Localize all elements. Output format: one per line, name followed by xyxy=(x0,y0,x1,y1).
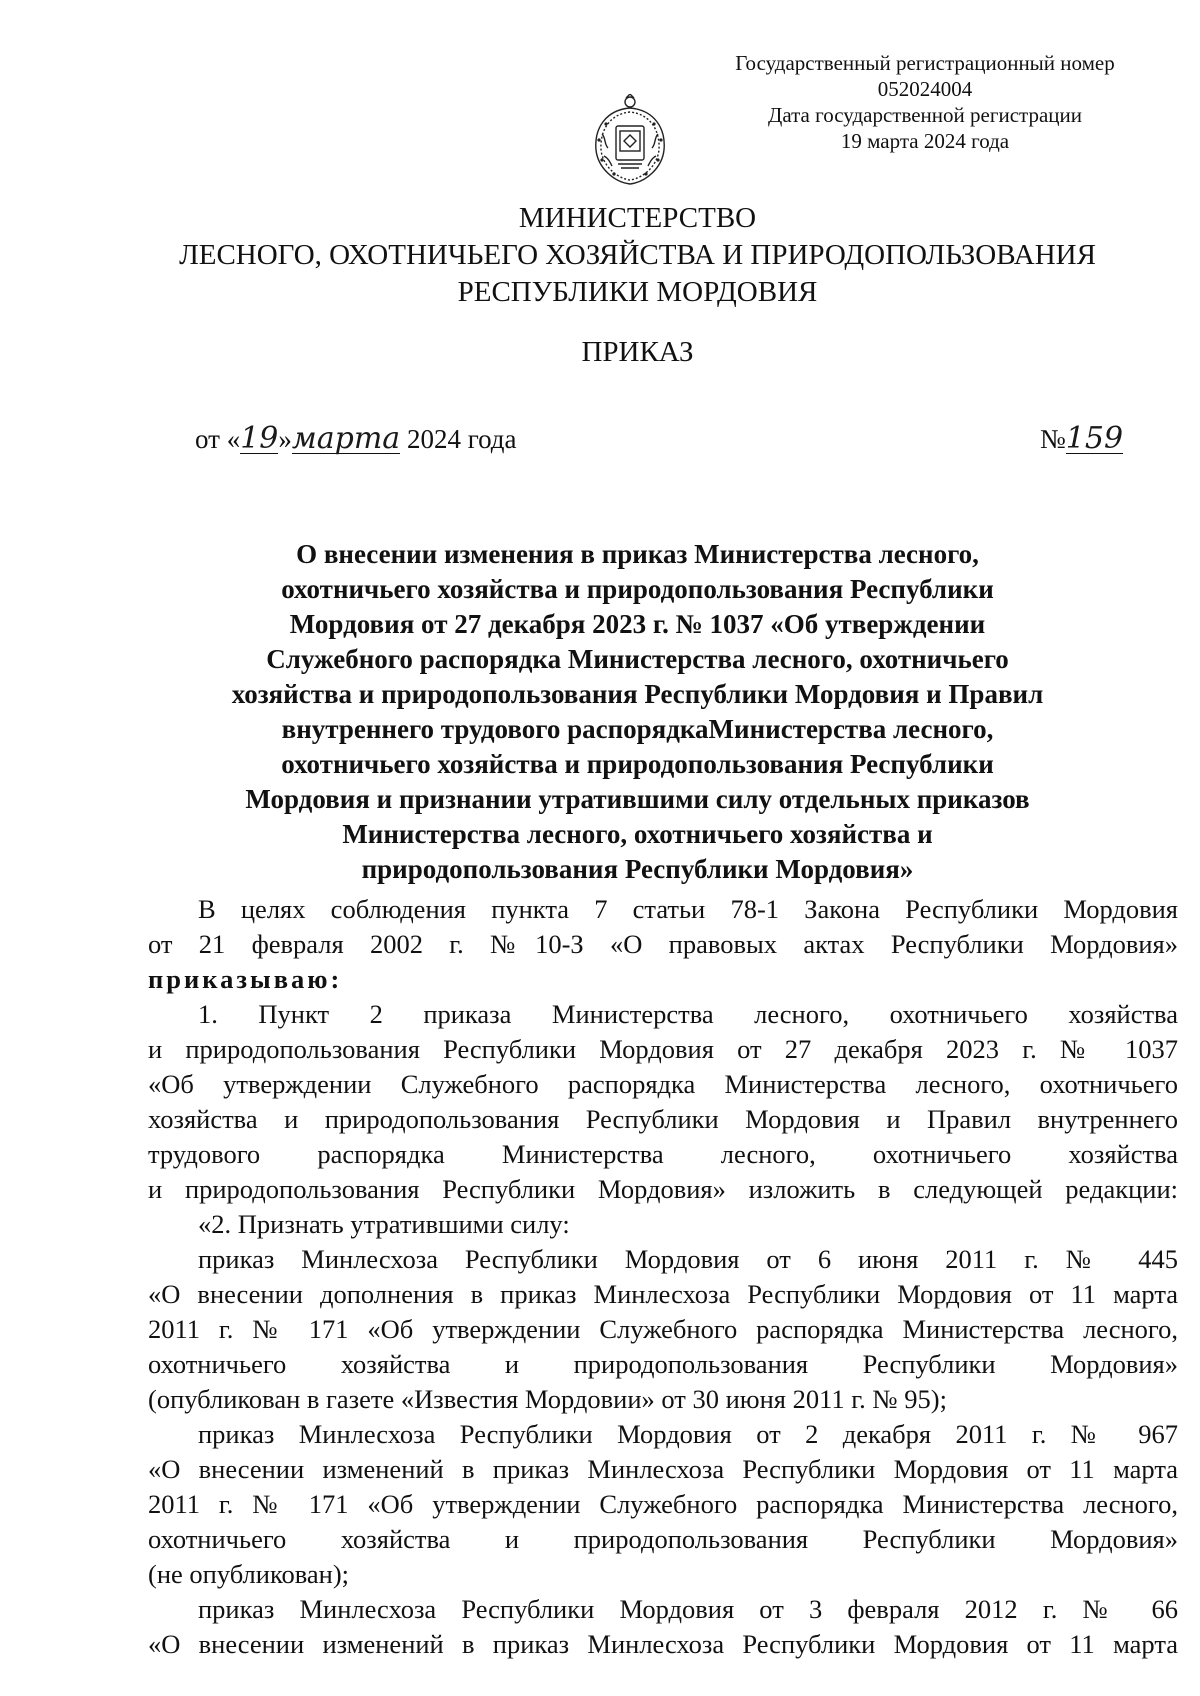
ministry-name xyxy=(100,200,1175,311)
body-line: «О внесении изменений в приказ Минлесхоза Республики Мордовия от 11 марта xyxy=(148,1454,1178,1484)
body-line: 1. Пункт 2 приказа Министерства лесного, охотничьего хозяйства xyxy=(198,999,1178,1029)
body-line: приказ Минлесхоза Республики Мордовия от 6 июня 2011 г. № 445 xyxy=(198,1244,1178,1274)
document-body xyxy=(148,892,1178,1662)
title-line: охотничьего хозяйства и природопользования Республики xyxy=(281,574,994,604)
title-line: хозяйства и природопользования Республики Мордовия и Правил xyxy=(231,679,1044,709)
body-line: 2011 г. № 171 «Об утверждении Служебного распорядка Министерства лесного, xyxy=(148,1314,1178,1344)
order-date xyxy=(195,421,517,456)
number-prefix: № xyxy=(1040,424,1066,454)
handwritten-day: 19 xyxy=(240,421,279,456)
registration-date-label: Дата государственной регистрации xyxy=(768,103,1082,127)
document-type: ПРИКАЗ xyxy=(581,336,694,368)
ministry-line: РЕСПУБЛИКИ МОРДОВИЯ xyxy=(457,276,818,308)
date-mid: » xyxy=(278,424,292,454)
body-line: охотничьего хозяйства и природопользования Республики Мордовия» xyxy=(148,1349,1178,1379)
coat-of-arms-icon xyxy=(588,94,672,186)
body-line: и природопользования Республики Мордовия от 27 декабря 2023 г. № 1037 xyxy=(148,1034,1178,1064)
registration-date: 19 марта 2024 года xyxy=(840,129,1010,153)
title-line: внутреннего трудового распорядкаМинистерства лесного, xyxy=(281,714,994,744)
title-line: природопользования Республики Мордовия» xyxy=(361,854,914,884)
title-line: Мордовия и признании утратившими силу отдельных приказов xyxy=(245,784,1030,814)
body-line: 2011 г. № 171 «Об утверждении Служебного распорядка Министерства лесного, xyxy=(148,1489,1178,1519)
body-line: (не опубликован); xyxy=(148,1559,350,1589)
body-line: охотничьего хозяйства и природопользования Республики Мордовия» xyxy=(148,1524,1178,1554)
body-line: (опубликован в газете «Известия Мордовии» от 30 июня 2011 г. № 95); xyxy=(148,1384,947,1414)
ministry-line: ЛЕСНОГО, ОХОТНИЧЬЕГО ХОЗЯЙСТВА И ПРИРОДОПОЛЬЗОВАНИЯ xyxy=(179,239,1096,271)
body-line: «2. Признать утратившими силу: xyxy=(198,1209,570,1239)
title-line: Министерства лесного, охотничьего хозяйства и xyxy=(342,819,933,849)
date-suffix: 2024 года xyxy=(400,424,517,454)
handwritten-month: марта xyxy=(291,421,401,456)
body-line: приказ Минлесхоза Республики Мордовия от 2 декабря 2011 г. № 967 xyxy=(198,1419,1178,1449)
order-number xyxy=(1040,421,1124,456)
ministry-line: МИНИСТЕРСТВО xyxy=(518,202,757,234)
body-line: «О внесении дополнения в приказ Минлесхоза Республики Мордовия от 11 марта xyxy=(148,1279,1178,1309)
title-line: Служебного распорядка Министерства лесного, охотничьего xyxy=(266,644,1009,674)
body-line: трудового распорядка Министерства лесного, охотничьего хозяйства xyxy=(148,1139,1178,1169)
date-prefix: от « xyxy=(195,424,241,454)
document-title xyxy=(100,537,1175,887)
order-word: приказываю: xyxy=(148,964,343,994)
body-line: «Об утверждении Служебного распорядка Министерства лесного, охотничьего xyxy=(148,1069,1178,1099)
body-line: от 21 февраля 2002 г. №10-З «О правовых актах Республики Мордовия» xyxy=(148,929,1178,959)
registration-block xyxy=(700,50,1150,154)
body-line: хозяйства и природопользования Республики Мордовия и Правил внутреннего xyxy=(148,1104,1178,1134)
handwritten-number: 159 xyxy=(1065,421,1124,456)
body-line: приказ Минлесхоза Республики Мордовия от 3 февраля 2012 г. № 66 xyxy=(198,1594,1178,1624)
body-line: «О внесении изменений в приказ Минлесхоза Республики Мордовия от 11 марта xyxy=(148,1629,1178,1659)
registration-number-label: Государственный регистрационный номер xyxy=(735,51,1115,75)
title-line: О внесении изменения в приказ Министерства лесного, xyxy=(296,539,979,569)
body-line: и природопользования Республики Мордовия» изложить в следующей редакции: xyxy=(148,1174,1178,1204)
title-line: Мордовия от 27 декабря 2023 г. № 1037 «Об утверждении xyxy=(289,609,986,639)
registration-number: 052024004 xyxy=(877,77,973,101)
title-line: охотничьего хозяйства и природопользования Республики xyxy=(281,749,994,779)
body-line: В целях соблюдения пункта 7 статьи 78-1 Закона Республики Мордовия xyxy=(198,894,1178,924)
